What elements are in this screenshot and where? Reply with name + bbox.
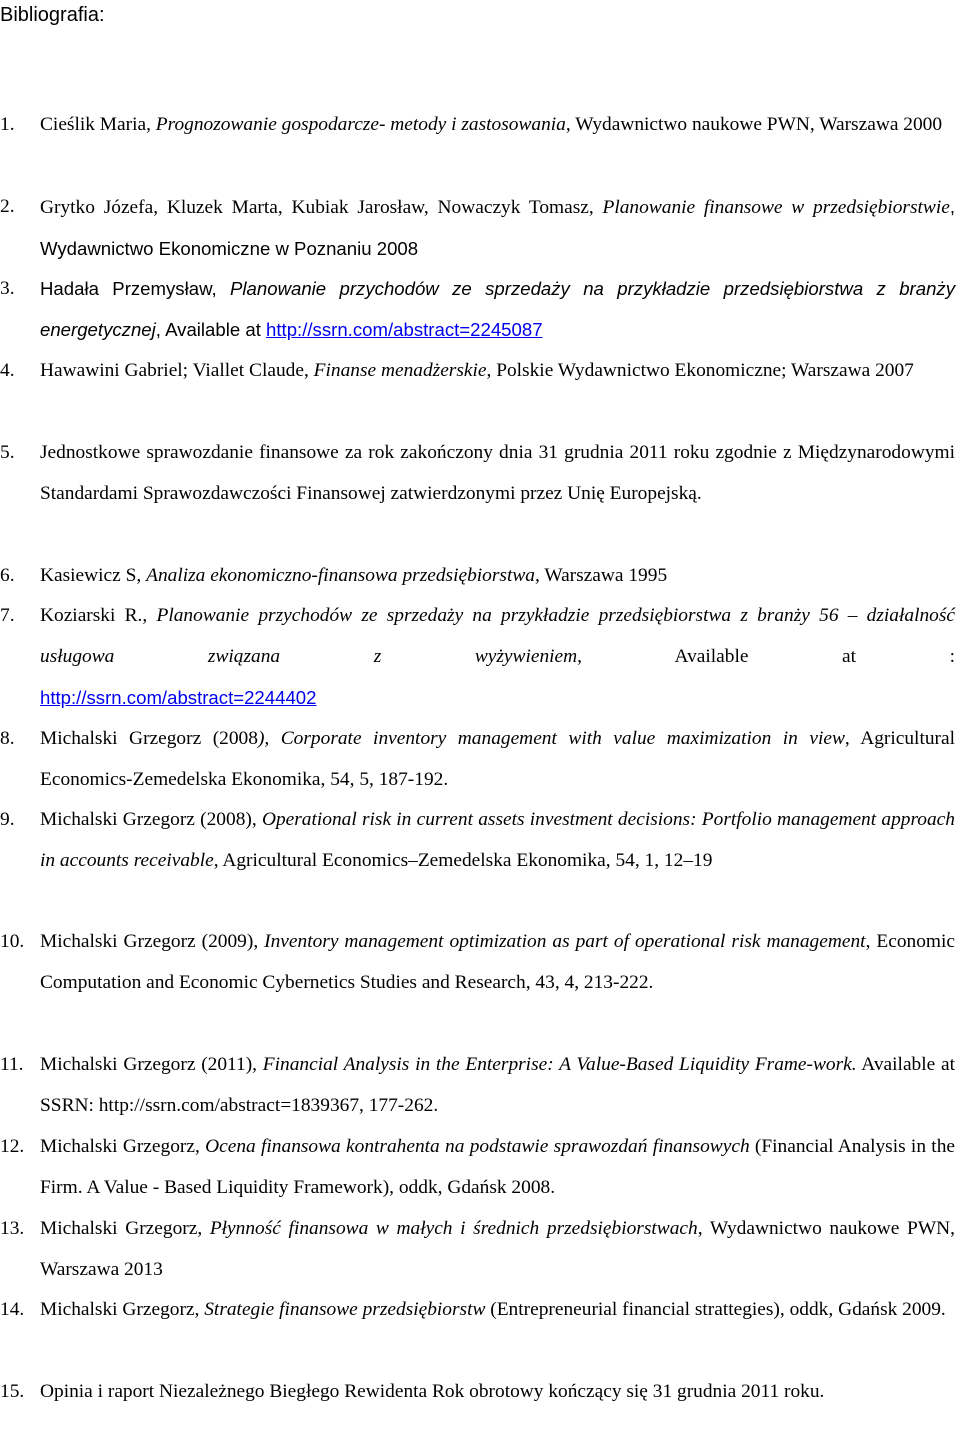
entry-number: 7. xyxy=(0,605,15,626)
bibliography-entry xyxy=(0,1372,955,1413)
entry-title: Planowanie finansowe w przedsiębiorstwie xyxy=(602,197,950,218)
entry-text: Michalski Grzegorz (2008), Operational risk in current assets investment decisions: Portfolio management approach in accounts receivable, Agricultural Economics–Zemedelska Ekonomika, 54, 1, 12–19 xyxy=(40,809,955,871)
entry-number: 8. xyxy=(0,728,15,749)
entry-number: 5. xyxy=(0,442,15,463)
bibliography-entry xyxy=(0,719,955,801)
bibliography-entry xyxy=(0,596,955,719)
entry-title: Analiza ekonomiczno-finansowa przedsiębiorstwa xyxy=(146,565,535,586)
entry-text: Michalski Grzegorz (2011), Financial Analysis in the Enterprise: A Value-Based Liquidity Frame-work. Available at SSRN: http://ssrn.com/abstract=1839367, 177-262. xyxy=(40,1054,955,1116)
bibliography-entry xyxy=(0,187,955,271)
entry-title: Płynność finansowa w małych i średnich przedsiębiorstwach xyxy=(209,1218,698,1239)
entry-number: 15. xyxy=(0,1381,25,1402)
bibliography-entry xyxy=(0,922,955,1004)
entry-text: Koziarski R., Planowanie przychodów ze sprzedaży na przykładzie przedsiębiorstwa z branży 56 – działalność usługowa związana z wyżywieniem, Available at : http://ssrn.com/abstract=2244402 xyxy=(40,605,956,708)
entry-title: Planowanie przychodów ze sprzedaży na przykładzie przedsiębiorstwa z branży 56 – działalność usługowa związana z wyżywieniem xyxy=(40,605,956,667)
entry-number: 10. xyxy=(0,931,25,952)
entry-number: 6. xyxy=(0,565,15,586)
entry-number: 14. xyxy=(0,1299,25,1320)
bibliography-entry xyxy=(0,1045,955,1127)
bibliography-entry xyxy=(0,433,955,515)
entry-number: 4. xyxy=(0,360,15,381)
entry-text: Michalski Grzegorz, Strategie finansowe przedsiębiorstw (Entrepreneurial financial strattegies), oddk, Gdańsk 2009. xyxy=(40,1299,946,1320)
entry-title: Ocena finansowa kontrahenta na podstawie sprawozdań finansowych xyxy=(205,1136,750,1157)
entry-number: 3. xyxy=(0,278,15,299)
entry-link[interactable]: http://ssrn.com/abstract=2244402 xyxy=(40,686,317,708)
entry-title: ), Corporate inventory management with value maximization in view xyxy=(257,728,845,749)
entry-text: Michalski Grzegorz, Płynność finansowa w małych i średnich przedsiębiorstwach, Wydawnictwo naukowe PWN, Warszawa 2013 xyxy=(40,1218,955,1280)
bibliography-entry xyxy=(0,351,955,392)
entry-text: Michalski Grzegorz (2008), Corporate inventory management with value maximization in view, Agricultural Economics-Zemedelska Ekonomika, 54, 5, 187-192. xyxy=(40,728,955,790)
entry-title: Inventory management optimization as part of operational risk management xyxy=(264,931,866,952)
entry-number: 13. xyxy=(0,1218,25,1239)
entry-text: Michalski Grzegorz, Ocena finansowa kontrahenta na podstawie sprawozdań finansowych (Financial Analysis in the Firm. A Value - Based Liquidity Framework), oddk, Gdańsk 2008. xyxy=(40,1136,955,1198)
bibliography-entry xyxy=(0,269,955,351)
entry-text: Hawawini Gabriel; Viallet Claude, Finanse menadżerskie, Polskie Wydawnictwo Ekonomiczne; Warszawa 2007 xyxy=(40,360,914,381)
entry-link[interactable]: http://ssrn.com/abstract=2245087 xyxy=(266,318,543,340)
entry-text: Grytko Józefa, Kluzek Marta, Kubiak Jarosław, Nowaczyk Tomasz, Planowanie finansowe w przedsiębiorstwie, Wydawnictwo Ekonomiczne w Poznaniu 2008 xyxy=(40,196,955,259)
entry-text: Hadała Przemysław, Planowanie przychodów ze sprzedaży na przykładzie przedsiębiorstwa z branży energetycznej, Available at http://ssrn.com/abstract=2245087 xyxy=(40,278,955,340)
entry-title: Operational risk in current assets investment decisions: Portfolio management approach in accounts receivable xyxy=(40,809,955,871)
page-title: Bibliografia: xyxy=(0,4,105,26)
bibliography-entry xyxy=(0,1290,955,1331)
bibliography-entry xyxy=(0,556,955,597)
entry-title: Strategie finansowe przedsiębiorstw xyxy=(204,1299,486,1320)
bibliography-entry xyxy=(0,1127,955,1209)
entry-number: 11. xyxy=(0,1054,24,1075)
entry-text: Kasiewicz S, Analiza ekonomiczno-finansowa przedsiębiorstwa, Warszawa 1995 xyxy=(40,565,668,586)
entry-text: Jednostkowe sprawozdanie finansowe za rok zakończony dnia 31 grudnia 2011 roku zgodnie z Międzynarodowymi Standardami Sprawozdawczości Finansowej zatwierdzonymi przez Unię Europejską. xyxy=(40,442,955,504)
entry-title: Financial Analysis in the Enterprise: A Value-Based Liquidity Frame-work. xyxy=(262,1054,857,1075)
entry-title: Finanse menadżerskie xyxy=(313,360,487,381)
entry-number: 9. xyxy=(0,809,15,830)
bibliography-entry xyxy=(0,800,955,882)
entry-title: Prognozowanie gospodarcze- metody i zastosowania xyxy=(155,114,566,135)
entry-number: 1. xyxy=(0,114,15,135)
entry-text: Michalski Grzegorz (2009), Inventory management optimization as part of operational risk management, Economic Computation and Economic Cybernetics Studies and Research, 43, 4, 213-222. xyxy=(40,931,955,993)
entry-title: Planowanie przychodów ze sprzedaży na przykładzie przedsiębiorstwa z branży energetycznej xyxy=(40,278,955,340)
bibliography-entry xyxy=(0,1209,955,1291)
bibliography-entry xyxy=(0,105,955,146)
entry-text: Opinia i raport Niezależnego Biegłego Rewidenta Rok obrotowy kończący się 31 grudnia 2011 roku. xyxy=(40,1381,825,1402)
entry-text: Cieślik Maria, Prognozowanie gospodarcze- metody i zastosowania, Wydawnictwo naukowe PWN, Warszawa 2000 xyxy=(40,114,943,135)
entry-number: 2. xyxy=(0,196,15,217)
entry-number: 12. xyxy=(0,1136,25,1157)
